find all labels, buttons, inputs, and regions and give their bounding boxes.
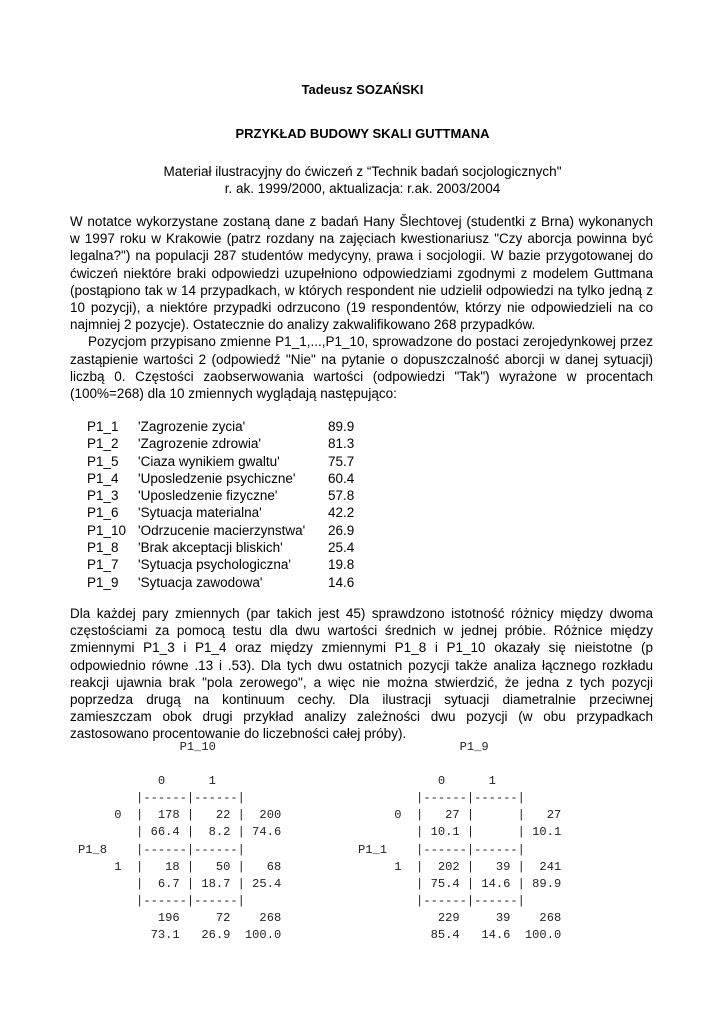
variable-label: 'Brak akceptacji bliskich'	[138, 540, 283, 556]
variable-code: P1_3	[87, 488, 119, 504]
crosstab-p1-8-by-p1-10: P1_10 0 1 |------|------| 0 | 178 | 22 | 200 | 66.4 | 8.2 | 74.6 P1_8 |------|------| 1 | 18 | 50 | 68 | 6.7 | 18.7 | 25.4 |------|------| 196 72 268 73.1 26.9 100.0	[78, 740, 282, 943]
subtitle-line-1: Materiał ilustracyjny do ćwiczeń z “Technik badań socjologicznych"	[163, 164, 562, 179]
variable-percent: 26.9	[328, 522, 355, 538]
table-row	[87, 487, 387, 504]
variable-label: 'Uposledzenie psychiczne'	[138, 470, 296, 486]
variable-percent: 14.6	[328, 574, 355, 590]
table-row	[87, 504, 387, 521]
paragraph-variables: Pozycjom przypisano zmienne P1_1,...,P1_10, sprowadzone do postaci zerojedynkowej przez zastąpienie wartości 2 (odpowiedź "Nie" na pytanie o dopuszczalność aborcji w danej sytuacji) liczbą 0. Częstości zaobserwowania wartości (odpowiedzi "Tak") wyrażone w procentach (100%=268) dla 10 zmiennych wyglądają następująco:	[70, 334, 653, 402]
table-row	[87, 574, 387, 591]
variable-percent: 81.3	[328, 436, 355, 452]
table-row	[87, 418, 387, 435]
variable-percent: 25.4	[328, 540, 355, 556]
variable-label: 'Sytuacja materialna'	[138, 505, 262, 521]
variable-percent: 19.8	[328, 557, 355, 573]
variable-label: 'Sytuacja psychologiczna'	[138, 557, 291, 573]
variable-label: 'Sytuacja zawodowa'	[138, 574, 263, 590]
paragraph-analysis: Dla każdej pary zmiennych (par takich jest 45) sprawdzono istotność różnicy między dwoma częstościami za pomocą testu dla dwu wartości średnich w jednej próbie. Różnice między zmiennymi P1_3 i P1_4 oraz między zmiennymi P1_8 i P1_10 okazały się nieistotne (p odpowiednio równe .13 i .53). Dla tych dwu ostatnich pozycji także analiza łącznego rozkładu reakcji ujawnia brak "pola zerowego", a więc nie można stwierdzić, że jedna z tych pozycji poprzedza drugą na kontinuum cechy. Dla ilustracji sytuacji diametralnie przeciwnej zamieszczam obok drugi przykład analizy zależności dwu pozycji (w obu przypadkach zastosowano procentowanie do liczebności całej próby).	[70, 606, 653, 742]
paragraph-data-source: W notatce wykorzystane zostaną dane z badań Hany Šlechtovej (studentki z Brna) wykonanych w 1997 roku w Krakowie (patrz rozdany na zajęciach kwestionariusz "Czy aborcja powinna być legalna?") na populacji 287 studentów medycyny, prawa i socjologii. W bazie przygotowanej do ćwiczeń niektóre braki odpowiedzi uzupełniono odpowiedziami zgodnymi z modelem Guttmana (postąpiono tak w 14 przypadkach, w których respondent nie udzielił odpowiedzi na tylko jedną z 10 pozycji), a niektóre przypadki odrzucono (19 respondentów, którzy nie odpowiedzieli na co najmniej 2 pozycje). Ostatecznie do analizy zakwalifikowano 268 przypadków.	[70, 214, 653, 333]
author-name: Tadeusz SOZAŃSKI	[301, 82, 424, 97]
variable-code: P1_8	[87, 540, 119, 556]
table-row	[87, 539, 387, 556]
variable-code: P1_5	[87, 453, 119, 469]
variable-code: P1_10	[87, 522, 127, 538]
variable-percent: 75.7	[328, 453, 355, 469]
variable-frequency-table	[87, 418, 387, 591]
subtitle-line-2: r. ak. 1999/2000, aktualizacja: r.ak. 2003/2004	[224, 181, 501, 196]
variable-code: P1_1	[87, 419, 119, 434]
variable-label: 'Zagrozenie zycia'	[138, 419, 246, 434]
table-row	[87, 470, 387, 487]
variable-label: 'Ciaza wynikiem gwaltu'	[138, 453, 280, 469]
table-row	[87, 522, 387, 539]
document-title: PRZYKŁAD BUDOWY SKALI GUTTMANA	[235, 126, 490, 141]
variable-code: P1_4	[87, 470, 119, 486]
variable-label: 'Zagrozenie zdrowia'	[138, 436, 261, 452]
variable-label: 'Odrzucenie macierzynstwa'	[138, 522, 306, 538]
variable-code: P1_6	[87, 505, 119, 521]
intro-section	[70, 213, 653, 402]
variable-label: 'Uposledzenie fizyczne'	[138, 488, 278, 504]
variable-code: P1_2	[87, 436, 119, 452]
variable-code: P1_9	[87, 574, 119, 590]
document-subtitle	[0, 163, 725, 197]
table-row	[87, 556, 387, 573]
table-row	[87, 453, 387, 470]
variable-percent: 60.4	[328, 470, 355, 486]
variable-percent: 57.8	[328, 488, 355, 504]
crosstab-p1-1-by-p1-9: P1_9 0 1 |------|------| 0 | 27 | | 27 | 10.1 | | 10.1 P1_1 |------|------| 1 | 202 | 39 | 241 | 75.4 | 14.6 | 89.9 |------|------| 229 39 268 85.4 14.6 100.0	[358, 740, 562, 943]
variable-percent: 42.2	[328, 505, 355, 521]
variable-percent: 89.9	[328, 419, 355, 434]
variable-code: P1_7	[87, 557, 119, 573]
table-row	[87, 435, 387, 452]
